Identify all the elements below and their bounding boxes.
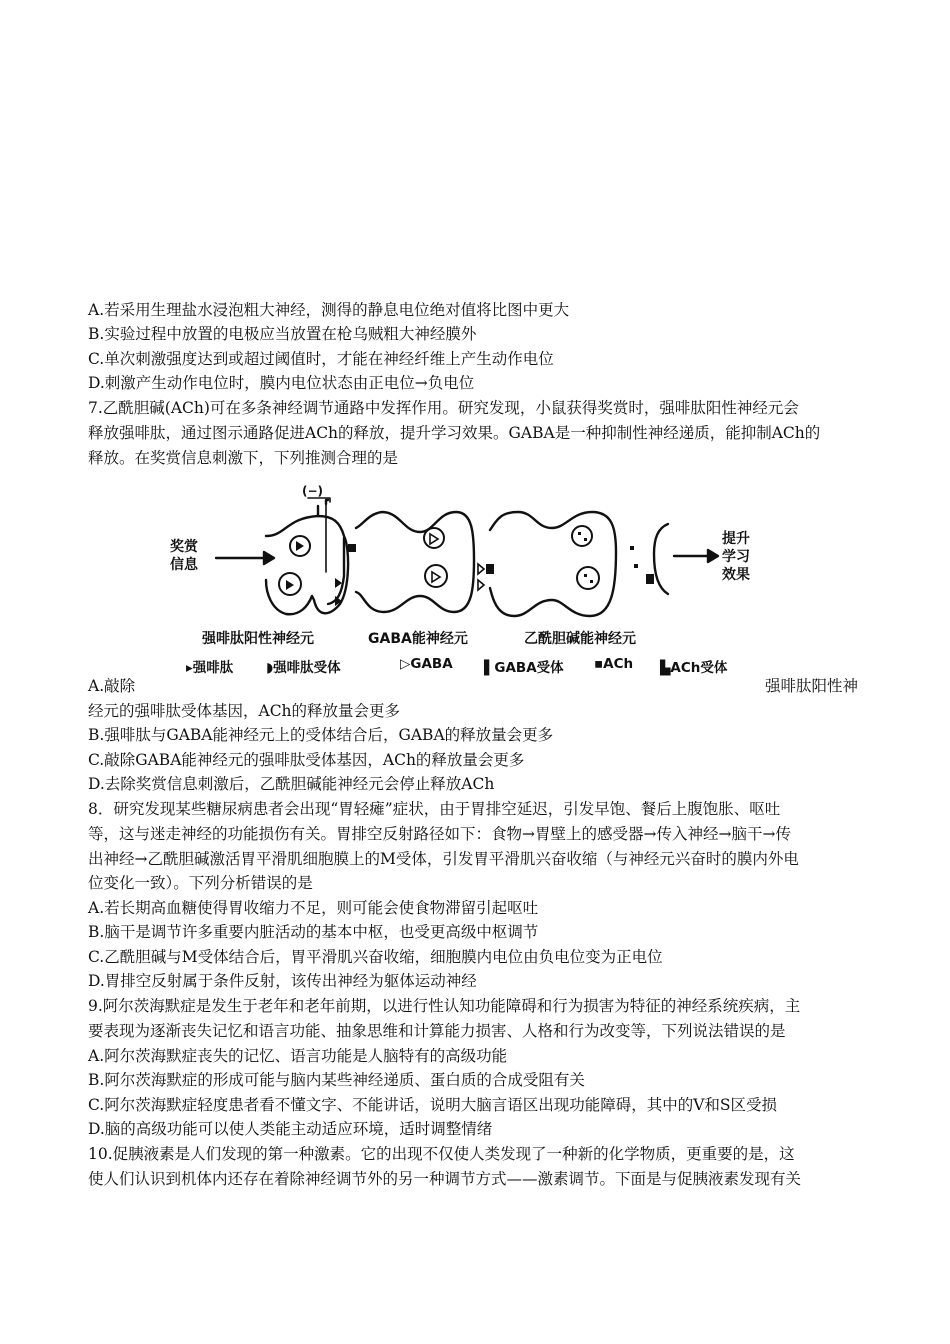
q7-option-a-part-2: 经元的强啡肽受体基因，ACh的释放量会更多 (88, 702, 401, 720)
reward-label-2: 信息 (170, 557, 198, 573)
legend-gaba-label: GABA (410, 656, 453, 672)
vesicle (572, 526, 592, 546)
neuron-2-label: GABA能神经元 (368, 631, 468, 647)
effect-label-1: 提升 (722, 531, 750, 547)
gaba-mark (478, 580, 484, 590)
legend-dynorphin-receptor-label: 强啡肽受体 (273, 660, 341, 676)
legend-ach-receptor: ▙ACh受体 (660, 660, 728, 676)
q8-option-a: A.若长期高血糖使得胃收缩力不足，则可能会使食物滞留引起呕吐 (88, 899, 539, 917)
legend-dynorphin-receptor: ◗强啡肽受体 (266, 660, 341, 676)
neuron-pathway-figure (168, 484, 768, 688)
legend-ach: ▪ACh (594, 656, 634, 672)
ach-dot (630, 546, 634, 550)
q6-option-d: D.刺激产生动作电位时，膜内电位状态由正电位→负电位 (88, 374, 475, 392)
q10-stem-line-2: 使人们认识到机体内还存在着除神经调节外的另一种调节方式——激素调节。下面是与促胰液素发现有关 (88, 1170, 802, 1188)
q7-option-b: B.强啡肽与GABA能神经元上的受体结合后，GABA的释放量会更多 (88, 726, 554, 744)
ach-dot (578, 532, 581, 535)
effect-label-3: 效果 (722, 567, 750, 583)
vesicle (425, 565, 447, 587)
reward-label-1: 奖赏 (170, 539, 198, 555)
q7-option-a-right-fragment: 强啡肽阳性神 (764, 677, 858, 695)
effect-arrow-head (708, 550, 718, 562)
gaba-mark (478, 564, 484, 574)
neuron-2-outline (356, 512, 474, 612)
neuron-1-label: 强啡肽阳性神经元 (202, 631, 314, 647)
receptor-mark (348, 544, 356, 552)
reward-arrow-head (264, 552, 274, 564)
q9-stem-line-2: 要表现为逐渐丧失记忆和语言功能、抽象思维和计算能力损害、人格和行为改变等，下列说法错误的是 (88, 1022, 786, 1040)
q8-option-c: C.乙酰胆碱与M受体结合后，胃平滑肌兴奋收缩，细胞膜内电位由负电位变为正电位 (88, 948, 663, 966)
q7-stem-line-3: 释放。在奖赏信息刺激下，下列推测合理的是 (88, 449, 399, 467)
ach-dot (584, 574, 587, 577)
q9-option-b: B.阿尔茨海默症的形成可能与脑内某些神经递质、蛋白质的合成受阻有关 (88, 1071, 585, 1089)
q9-option-d: D.脑的高级功能可以使人类能主动适应环境，适时调整情绪 (88, 1120, 493, 1138)
q8-option-b: B.脑干是调节许多重要内脏活动的基本中枢，也受更高级中枢调节 (88, 923, 539, 941)
legend-ach-receptor-label: ACh受体 (670, 660, 728, 676)
q7-stem-line-2: 释放强啡肽，通过图示通路促进ACh的释放，提升学习效果。GABA是一种抑制性神经递质，能抑制ACh的 (88, 424, 821, 442)
vesicle (424, 528, 444, 548)
q8-stem-line-3: 出神经→乙酰胆碱激活胃平滑肌细胞膜上的M受体，引发胃平滑肌兴奋收缩（与神经元兴奋时的膜内外电 (88, 850, 799, 868)
q8-stem-line-4: 位变化一致）。下列分析错误的是 (88, 874, 313, 892)
target-cell-outline (654, 524, 668, 594)
q9-stem-line-1: 9.阿尔茨海默症是发生于老年和老年前期，以进行性认知功能障碍和行为损害为特征的神经系统疾病，主 (88, 997, 801, 1015)
q8-option-d: D.胃排空反射属于条件反射，该传出神经为躯体运动神经 (88, 972, 477, 990)
legend-ach-label: ACh (603, 656, 634, 672)
q7-stem-line-1: 7.乙酰胆碱(ACh)可在多条神经调节通路中发挥作用。研究发现，小鼠获得奖赏时，强啡肽阳性神经元会 (88, 399, 799, 417)
q6-option-b: B.实验过程中放置的电极应当放置在枪乌贼粗大神经膜外 (88, 325, 477, 343)
neuron-1-terminal (326, 500, 344, 604)
q9-option-c: C.阿尔茨海默症轻度患者看不懂文字、不能讲话，说明大脑言语区出现功能障碍，其中的V和S区受损 (88, 1096, 778, 1114)
q6-option-c: C.单次刺激强度达到或超过阈值时，才能在神经纤维上产生动作电位 (88, 350, 554, 368)
inhibition-label: (−) (302, 484, 324, 498)
effect-label-2: 学习 (722, 549, 750, 565)
q7-option-c: C.敲除GABA能神经元的强啡肽受体基因，ACh的释放量会更多 (88, 751, 525, 769)
legend-gaba-receptor-label: GABA受体 (494, 660, 564, 676)
ach-dot (584, 538, 587, 541)
q7-option-a-part-1: A.敲除 (88, 677, 136, 695)
q9-option-a: A.阿尔茨海默症丧失的记忆、语言功能是人脑特有的高级功能 (88, 1047, 508, 1065)
neuron-3-outline (490, 512, 616, 616)
neuron-3-label: 乙酰胆碱能神经元 (524, 631, 636, 647)
ach-receptor-mark (646, 574, 654, 584)
gaba-receptor-mark (486, 564, 494, 574)
vesicle (577, 567, 599, 589)
legend-dynorphin-label: 强啡肽 (192, 660, 234, 676)
q6-option-a: A.若采用生理盐水浸泡粗大神经，测得的静息电位绝对值将比图中更大 (88, 301, 570, 319)
ach-dot (634, 564, 638, 568)
legend-gaba: ▷GABA (400, 656, 453, 672)
q8-stem-line-1: 8．研究发现某些糖尿病患者会出现“胃轻瘫”症状，由于胃排空延迟，引发早饱、餐后上腹饱胀、呕吐 (88, 800, 781, 818)
q10-stem-line-1: 10.促胰液素是人们发现的第一种激素。它的出现不仅使人类发现了一种新的化学物质，更重要的是，这 (88, 1145, 795, 1163)
q7-option-d: D.去除奖赏信息刺激后，乙酰胆碱能神经元会停止释放ACh (88, 775, 495, 793)
ach-dot (590, 580, 593, 583)
legend-dynorphin: ▸强啡肽 (186, 660, 234, 676)
q8-stem-line-2: 等，这与迷走神经的功能损伤有关。胃排空反射路径如下：食物→胃壁上的感受器→传入神经→脑干→传 (88, 825, 791, 843)
legend-gaba-receptor: ▌GABA受体 (484, 660, 564, 676)
